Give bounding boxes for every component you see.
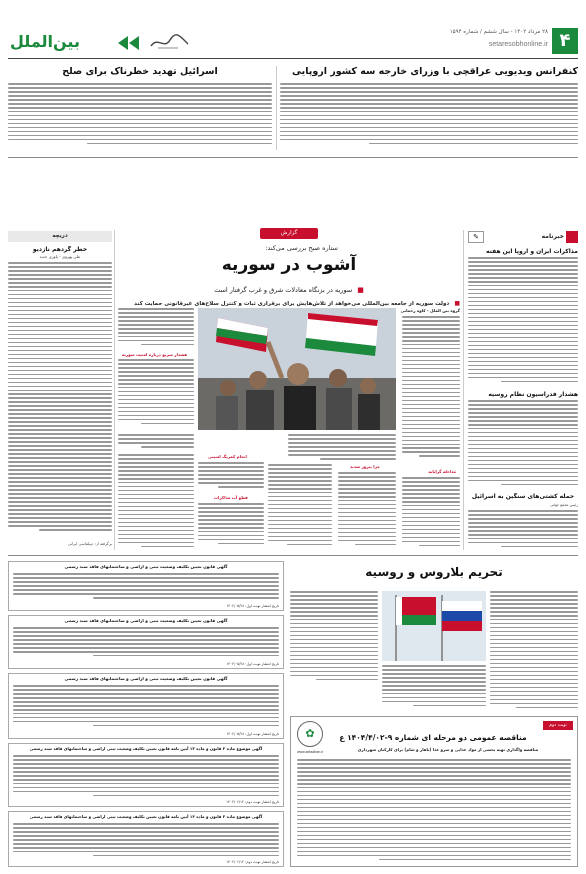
notice-1 xyxy=(8,561,284,611)
date-line: ۲۸ مرداد ۱۴۰۲ - سال ششم / شماره ۱۵۹۴ xyxy=(449,29,548,35)
feature-col1-body xyxy=(402,316,460,466)
feature-col2-body-2 xyxy=(338,472,396,552)
legal-notices xyxy=(8,561,284,867)
feature-headline: آشوب در سوریه xyxy=(221,255,357,275)
tender-sub: مناقصه واگذاری تهیه بخشی از مواد غذایی و سرو غذا (ناهار و شام) برای کارکنان شهرداری xyxy=(357,747,539,752)
window-column-title: خطر گردهم نازدیو xyxy=(32,246,88,253)
top-story-left-headline: اسرائیل تهدید خطرناک برای صلح xyxy=(62,66,218,77)
notice-2 xyxy=(8,615,284,669)
news-badge xyxy=(566,231,578,243)
protest-photo-icon xyxy=(198,308,396,430)
notice-2-body xyxy=(13,627,279,661)
feature-subkicker: ستاره صبح بررسی می‌کند: xyxy=(265,244,338,252)
feature-subhead-photo: هشدار سریع درباره امنیت سوریه xyxy=(122,352,188,357)
notice-5-date: تاریخ انتشار نوبت دوم: ۱۴۰۲/۰۶/۱۲ xyxy=(226,860,279,864)
tender-tag: نوبت دوم xyxy=(543,721,573,730)
window-column-signature: برگرفته از: دیپلماسی ایرانی xyxy=(67,541,112,546)
belarus-russia-flags-icon xyxy=(382,591,486,661)
news-item-3-body xyxy=(468,510,578,550)
tender-emblem-icon: ✿ xyxy=(297,721,323,747)
masthead-logo xyxy=(148,32,192,52)
notice-4-date: تاریخ انتشار نوبت دوم: ۱۴۰۲/۰۶/۱۲ xyxy=(226,800,279,804)
masthead-rule xyxy=(8,58,578,59)
section-arrows-icon xyxy=(118,35,140,49)
page-number: ۴ xyxy=(559,30,571,51)
news-item-1-title: مذاکرات ایران و اروپا این هفته xyxy=(486,248,578,255)
feature-col1-body-2 xyxy=(402,477,460,552)
feature-deck: ■ سوریه در بزنگاه معادلات شرق و غرب گرفتار است xyxy=(214,286,364,294)
feature-col6-body xyxy=(118,454,194,552)
top-story-right-body xyxy=(280,83,578,149)
feature-col5-body-3 xyxy=(198,503,264,551)
feature-col5-body xyxy=(118,434,194,452)
news-item-3-title: حمله کشتی‌های سنگین به اسرائیل xyxy=(471,493,575,500)
notice-2-date: تاریخ انتشار نوبت اول: ۱۴۰۲/۰۵/۲۸ xyxy=(226,662,279,666)
window-column-body xyxy=(8,262,112,538)
news-item-1-body xyxy=(468,257,578,387)
notice-3 xyxy=(8,673,284,739)
feature-story xyxy=(118,228,460,552)
page-number-box xyxy=(552,28,578,54)
tender-body xyxy=(297,759,571,863)
bullet-icon: ■ xyxy=(357,286,364,294)
notice-5-body xyxy=(13,823,279,859)
feature-col3-body-2 xyxy=(268,464,332,552)
flags-photo xyxy=(382,591,486,661)
top-story-right xyxy=(280,66,578,150)
tender-ad xyxy=(290,716,578,867)
tender-website[interactable]: www.setadiran.ir xyxy=(297,750,324,754)
feature-subhead-center-1: انجام کمرنگ امنیتی xyxy=(208,454,247,459)
website-url[interactable]: setaresobhonline.ir xyxy=(488,41,548,48)
divider xyxy=(276,66,277,150)
news-column xyxy=(468,231,578,551)
notice-5-title: آگهی موضوع ماده ۳ قانون و ماده ۱۳ آیین نامه قانون تعیین تکلیف وضعیت ثبتی اراضی و ساختمانهای فاقد سند رسمی xyxy=(29,814,263,819)
feature-subhead-mid: چرا پیروز شدند xyxy=(350,464,380,469)
news-item-2-title: هشدار فدراسیون نظام روسیه xyxy=(488,391,578,398)
notice-4-body xyxy=(13,755,279,799)
feature-kicker: گزارش xyxy=(260,228,318,239)
news-logo-icon: ✎ xyxy=(468,231,484,243)
divider xyxy=(463,230,464,550)
feature-lead: ■ دولت سوریه از جامعه بین‌المللی می‌خواهد از تلاش‌هایش برای برقراری ثبات و کنترل سلاح‌های غیرقانونی حمایت کند xyxy=(134,300,460,307)
bullet-icon: ■ xyxy=(454,300,460,307)
feature-col4-body-2 xyxy=(118,359,194,429)
masthead xyxy=(0,0,586,60)
news-column-header xyxy=(468,231,578,243)
top-story-left xyxy=(8,66,272,150)
tender-headline: مناقصه عمومی دو مرحله ای شماره ۹-۱۴۰۴/۴/۰۲ ع xyxy=(339,733,527,742)
news-item-3-intro: رئیس مجمع جهانی xyxy=(550,503,578,507)
feature-col2-body xyxy=(288,434,396,462)
section-rule xyxy=(8,157,578,158)
notice-1-body xyxy=(13,573,279,603)
feature-col5-body-2 xyxy=(198,462,264,492)
feature-subhead-center-2: قطع آب مذاکرات xyxy=(214,495,248,500)
window-column-subtitle: علی پهروی - یاوری جدید xyxy=(39,254,81,259)
notice-1-title: آگهی قانون تعیین تکلیف وضعیت ثبتی و اراضی و ساختمانهای فاقد سند رسمی xyxy=(64,564,228,569)
notice-1-date: تاریخ انتشار نوبت اول: ۱۴۰۲/۰۵/۲۸ xyxy=(226,604,279,608)
section-rule xyxy=(8,555,578,556)
notice-3-title: آگهی قانون تعیین تکلیف وضعیت ثبتی و اراضی و ساختمانهای فاقد سند رسمی xyxy=(64,676,228,681)
notice-4-title: آگهی موضوع ماده ۳ قانون و ماده ۱۳ آیین نامه قانون تعیین تکلیف وضعیت ثبتی اراضی و ساختمانهای فاقد سند رسمی xyxy=(29,746,263,751)
logo-signature-icon xyxy=(148,32,192,52)
section-title: بین‌الملل xyxy=(10,32,80,51)
top-story-right-headline: کنفرانس ویدیویی عراقچی با وزرای خارجه سه کشور اروپایی xyxy=(292,66,578,77)
divider xyxy=(114,230,115,550)
feature-col4-body xyxy=(118,308,194,348)
sanctions-story xyxy=(290,561,578,711)
window-column-header: دریچه xyxy=(8,231,112,242)
sanctions-headline: تحریم بلاروس و روسیه xyxy=(365,565,503,579)
sanctions-body-center xyxy=(382,665,486,709)
sanctions-body-right xyxy=(490,591,578,709)
window-column xyxy=(8,231,112,551)
feature-byline: گروه بین الملل - کاوه رحمانی xyxy=(400,308,460,313)
news-item-2-body xyxy=(468,400,578,488)
notice-4 xyxy=(8,743,284,807)
sanctions-body-left xyxy=(290,591,378,709)
feature-photo xyxy=(198,308,396,430)
feature-subhead-right: مداخله گرایانه xyxy=(428,469,456,474)
notice-2-title: آگهی قانون تعیین تکلیف وضعیت ثبتی و اراضی و ساختمانهای فاقد سند رسمی xyxy=(64,618,228,623)
top-story-left-body xyxy=(8,83,272,149)
notice-3-body xyxy=(13,685,279,731)
notice-3-date: تاریخ انتشار نوبت اول: ۱۴۰۲/۰۵/۲۸ xyxy=(226,732,279,736)
news-column-label: خبرنامه xyxy=(541,233,564,240)
notice-5 xyxy=(8,811,284,867)
